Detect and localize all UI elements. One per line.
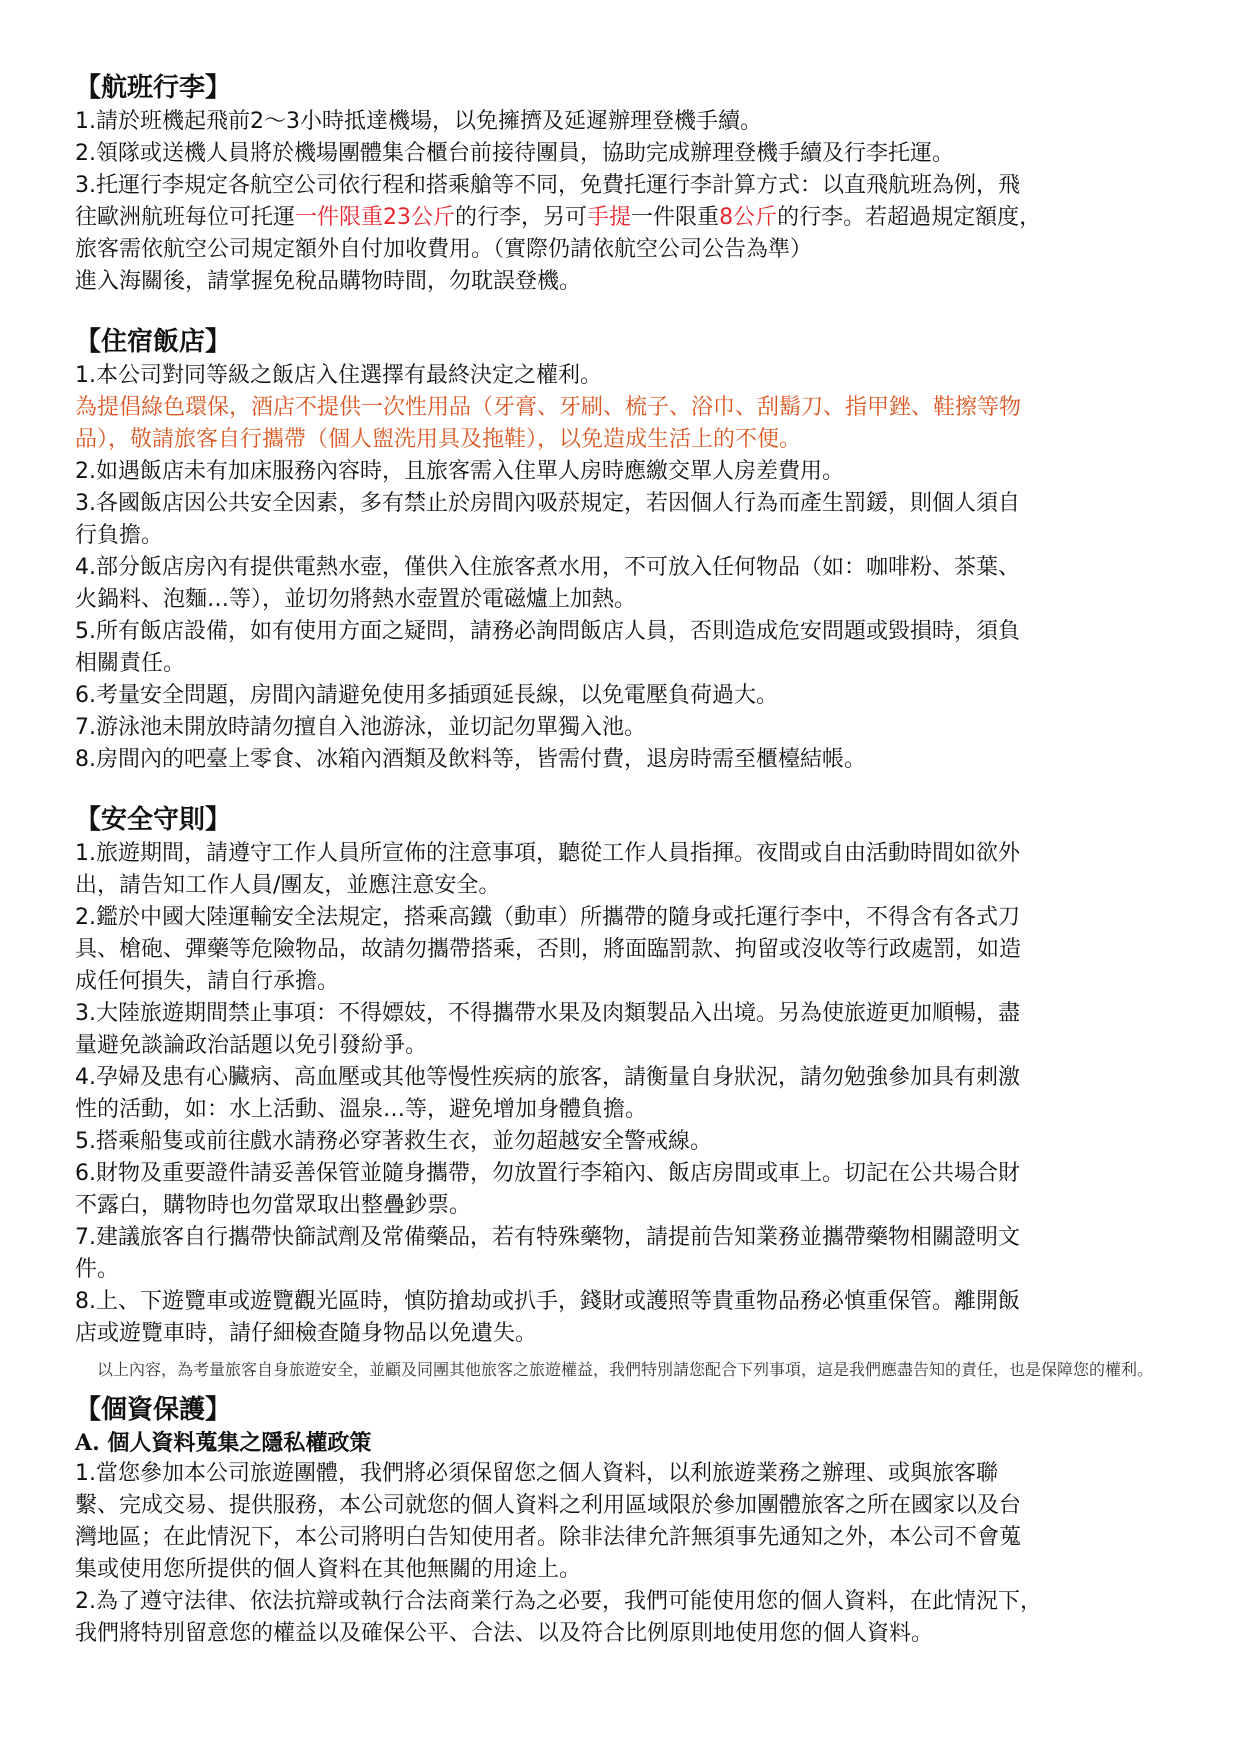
safety-item-3-line-1: 3.大陸旅遊期間禁止事項：不得嫖妓，不得攜帶水果及肉類製品入出境。另為使旅遊更加順暢，盡 [75, 1001, 1020, 1026]
safety-item-8-line-1: 8.上、下遊覽車或遊覽觀光區時，慎防搶劫或扒手，錢財或護照等貴重物品務必慎重保管。離開飯 [75, 1289, 1020, 1314]
hotel-item-1: 1.本公司對同等級之飯店入住選擇有最終決定之權利。 [75, 363, 602, 388]
privacy-item-2-line-2: 我們將特別留意您的權益以及確保公平、合法、以及符合比例原則地使用您的個人資料。 [75, 1621, 934, 1646]
safety-item-1-line-2: 出，請告知工作人員/團友，並應注意安全。 [75, 873, 501, 898]
safety-item-3-line-2: 量避免談論政治話題以免引發紛爭。 [75, 1033, 428, 1058]
safety-item-2-line-1: 2.鑑於中國大陸運輸安全法規定，搭乘高鐵（動車）所攜帶的隨身或托運行李中，不得含有各式刀 [75, 905, 1020, 930]
flight-item-1: 1.請於班機起飛前2～3小時抵達機場，以免擁擠及延遲辦理登機手續。 [75, 109, 762, 134]
text-span: 往歐洲航班每位可托運 [75, 205, 296, 230]
checked-baggage-limit: 一件限重23公斤 [295, 205, 456, 230]
hotel-item-4-line-2: 火鍋料、泡麵…等），並切勿將熱水壺置於電磁爐上加熱。 [75, 587, 637, 612]
hotel-item-2: 2.如遇飯店未有加床服務內容時，且旅客需入住單人房時應繳交單人房差費用。 [75, 459, 844, 484]
privacy-item-1-line-3: 灣地區；在此情況下，本公司將明白告知使用者。除非法律允許無須事先通知之外，本公司不會蒐 [75, 1525, 1022, 1550]
document-page [75, 70, 1175, 1676]
safety-item-7-line-2: 件。 [75, 1257, 120, 1282]
eco-notice-line-2: 品），敬請旅客自行攜帶（個人盥洗用具及拖鞋），以免造成生活上的不便。 [75, 427, 802, 452]
hotel-item-5-line-2: 相關責任。 [75, 651, 186, 676]
hotel-item-6: 6.考量安全問題，房間內請避免使用多插頭延長線，以免電壓負荷過大。 [75, 683, 778, 708]
privacy-item-1-line-1: 1.當您參加本公司旅遊團體，我們將必須保留您之個人資料，以利旅遊業務之辦理、或與旅客聯 [75, 1461, 998, 1486]
safety-item-1-line-1: 1.旅遊期間，請遵守工作人員所宣佈的注意事項，聽從工作人員指揮。夜間或自由活動時間如欲外 [75, 841, 1020, 866]
privacy-policy-subheading: A. 個人資料蒐集之隱私權政策 [75, 1430, 372, 1456]
safety-item-5: 5.搭乘船隻或前往戲水請務必穿著救生衣，並勿超越安全警戒線。 [75, 1129, 712, 1154]
eco-notice-line-1: 為提倡綠色環保，酒店不提供一次性用品（牙膏、牙刷、梳子、浴巾、刮鬍刀、指甲銼、鞋擦等物 [75, 395, 1022, 420]
privacy-heading: 【個資保護】 [75, 1395, 232, 1425]
privacy-item-1-line-4: 集或使用您所提供的個人資料在其他無關的用途上。 [75, 1557, 582, 1582]
flight-item-2: 2.領隊或送機人員將於機場團體集合櫃台前接待團員，協助完成辦理登機手續及行李托運。 [75, 141, 954, 166]
safety-item-2-line-3: 成任何損失，請自行承擔。 [75, 969, 340, 994]
hotel-heading: 【住宿飯店】 [75, 327, 232, 357]
flight-item-3-line-2 [75, 202, 1175, 234]
privacy-section [75, 1392, 1175, 1650]
text-span: 一件限重 [631, 205, 720, 230]
hotel-item-3-line-1: 3.各國飯店因公共安全因素，多有禁止於房間內吸菸規定，若因個人行為而產生罰鍰，則個人須自 [75, 491, 1020, 516]
safety-heading: 【安全守則】 [75, 805, 232, 835]
hotel-item-8: 8.房間內的吧臺上零食、冰箱內酒類及飲料等，皆需付費，退房時需至櫃檯結帳。 [75, 747, 866, 772]
safety-item-8-line-2: 店或遊覽車時，請仔細檢查隨身物品以免遺失。 [75, 1321, 538, 1346]
flight-item-3-line-3: 旅客需依航空公司規定額外自付加收費用。（實際仍請依航空公司公告為準） [75, 237, 813, 262]
safety-item-7-line-1: 7.建議旅客自行攜帶快篩試劑及常備藥品，若有特殊藥物，請提前告知業務並攜帶藥物相關證明文 [75, 1225, 1020, 1250]
safety-closing-note: 以上內容，為考量旅客自身旅遊安全，並顧及同團其他旅客之旅遊權益，我們特別請您配合下列事項，這是我們應盡告知的責任，也是保障您的權利。 [96, 1360, 1153, 1379]
text-span: 的行李。若超過規定額度， [777, 205, 1042, 230]
safety-item-4-line-1: 4.孕婦及患有心臟病、高血壓或其他等慢性疾病的旅客，請衡量自身狀況，請勿勉強參加具有刺激 [75, 1065, 1020, 1090]
flight-baggage-section [75, 70, 1175, 298]
safety-item-6-line-2: 不露白，購物時也勿當眾取出整疊鈔票。 [75, 1193, 472, 1218]
flight-baggage-heading: 【航班行李】 [75, 73, 232, 103]
hotel-item-4-line-1: 4.部分飯店房內有提供電熱水壺，僅供入住旅客煮水用，不可放入任何物品（如：咖啡粉、茶葉、 [75, 555, 1020, 580]
carry-on-weight-limit: 8公斤 [719, 205, 778, 230]
safety-item-4-line-2: 性的活動，如：水上活動、溫泉…等，避免增加身體負擔。 [75, 1097, 648, 1122]
hotel-item-3-line-2: 行負擔。 [75, 523, 164, 548]
safety-item-6-line-1: 6.財物及重要證件請妥善保管並隨身攜帶，勿放置行李箱內、飯店房間或車上。切記在公共場合財 [75, 1161, 1020, 1186]
privacy-item-1-line-2: 繫、完成交易、提供服務，本公司就您的個人資料之利用區域限於參加團體旅客之所在國家以及台 [75, 1493, 1022, 1518]
carry-on-label: 手提 [587, 205, 632, 230]
flight-item-3-line-1: 3.托運行李規定各航空公司依行程和搭乘艙等不同，免費托運行李計算方式：以直飛航班為例，飛 [75, 173, 1020, 198]
privacy-item-2-line-1: 2.為了遵守法律、依法抗辯或執行合法商業行為之必要，我們可能使用您的個人資料，在此情況下， [75, 1589, 1042, 1614]
hotel-section [75, 324, 1175, 776]
safety-item-2-line-2: 具、槍砲、彈藥等危險物品，故請勿攜帶搭乘，否則，將面臨罰款、拘留或沒收等行政處罰，如造 [75, 937, 1022, 962]
hotel-item-7: 7.游泳池未開放時請勿擅自入池游泳，並切記勿單獨入池。 [75, 715, 646, 740]
text-span: 的行李，另可 [455, 205, 588, 230]
safety-section [75, 802, 1175, 1384]
hotel-item-5-line-1: 5.所有飯店設備，如有使用方面之疑問，請務必詢問飯店人員，否則造成危安問題或毀損時，須負 [75, 619, 1020, 644]
flight-customs-note: 進入海關後，請掌握免稅品購物時間，勿耽誤登機。 [75, 269, 582, 294]
